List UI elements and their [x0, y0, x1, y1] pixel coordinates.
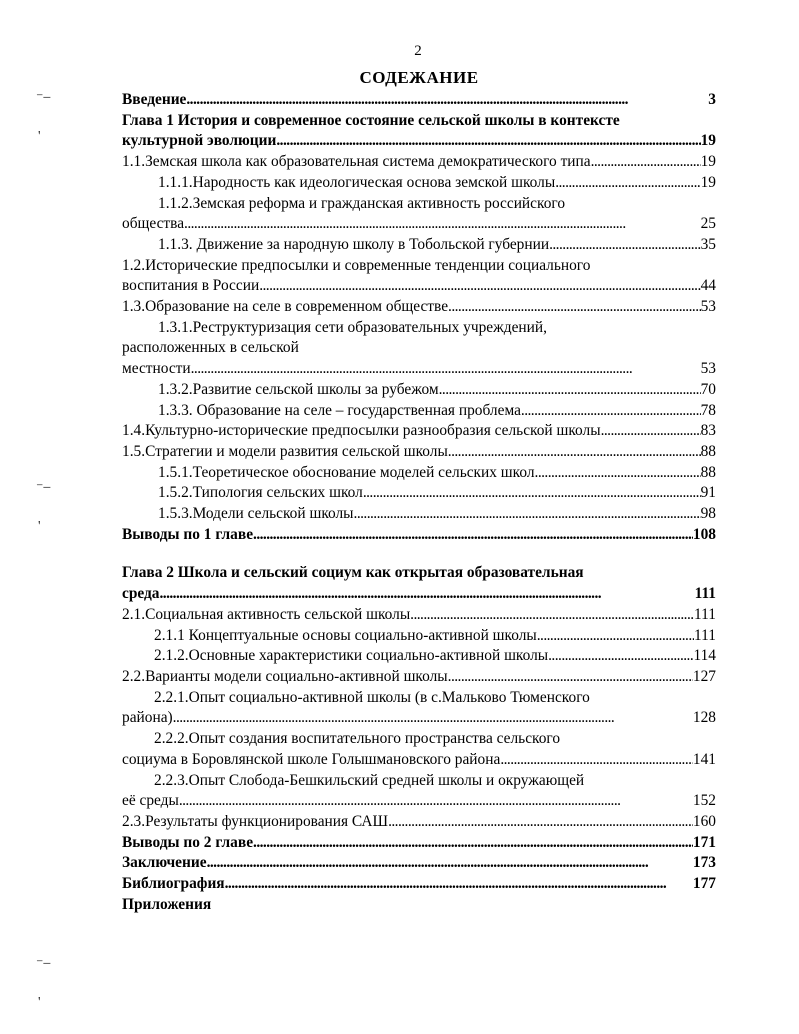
- scan-mark: ⁻ ̶: [36, 957, 47, 972]
- toc-entry-page: 44: [700, 277, 716, 295]
- toc-entry-2-1: [122, 605, 716, 626]
- toc-entry-label: 1.3.Образование на селе в современном обществе: [122, 298, 449, 316]
- toc-entry-2-2-1: [122, 688, 716, 729]
- toc-entry-1-3-1: [122, 318, 716, 380]
- toc-entry-label: 2.3.Результаты функционирования САШ: [122, 812, 389, 830]
- toc-entry-label: Глава 2 Школа и сельский социум как открытая образовательная: [122, 564, 584, 582]
- toc-entry-label: 2.2.1.Опыт социально-активной школы (в с.Мальково Тюменского: [154, 688, 590, 706]
- page-title: СОДЕЖАНИЕ: [359, 68, 479, 87]
- toc-entry-page: 111: [694, 585, 716, 603]
- toc-entry-1-3-3: [122, 401, 716, 422]
- toc-entry-1-1-3: [122, 235, 716, 256]
- toc-entry-page: 88: [700, 442, 716, 460]
- toc-entry-label: 1.1.3. Движение за народную школу в Тобольской губернии: [158, 235, 550, 253]
- toc-entry-label: 1.5.Стратегии и модели развития сельской школы: [122, 442, 448, 460]
- toc-entry-2-1-2: [122, 646, 716, 667]
- toc-entry-1-4: [122, 421, 716, 442]
- toc-entry-label: 1.4.Культурно-исторические предпосылки разнообразия сельской школы: [122, 422, 601, 440]
- toc-entry-label: 2.2.3.Опыт Слобода-Бешкильский средней школы и окружающей: [154, 771, 585, 789]
- toc-entry-label: 1.1.1.Народность как идеологическая основа земской школы: [158, 173, 556, 191]
- toc-entry-page: 177: [692, 875, 716, 893]
- toc-entry-page: 152: [692, 792, 716, 810]
- toc-entry-page: 88: [700, 463, 716, 481]
- toc-entry-page: 53: [700, 360, 716, 378]
- toc-entry-label: 1.5.1.Теоретическое обоснование моделей сельских школ: [158, 463, 535, 481]
- toc-entry-1-3: [122, 297, 716, 318]
- toc-entry-2-2-2: [122, 729, 716, 770]
- toc-entry-label: 1.1.Земская школа как образовательная система демократического типа: [122, 153, 591, 171]
- toc-entry-1-1-1: [122, 173, 716, 194]
- page-number: 2: [414, 43, 422, 59]
- scan-mark: ': [38, 995, 41, 1010]
- toc-entry-chapter-2-conclusions: [122, 833, 716, 854]
- toc-entry-page: 114: [693, 647, 716, 665]
- toc-entry-bibliography: [122, 874, 716, 895]
- toc-entry-label: Глава 1 История и современное состояние сельской школы в контексте: [122, 111, 620, 129]
- toc-entry-page: 160: [692, 812, 716, 830]
- toc-entry-label: 2.1.1 Концептуальные основы социально-активной школы: [154, 626, 537, 644]
- scan-mark: ': [38, 519, 41, 534]
- toc-entry-label: Выводы по 2 главе: [122, 833, 254, 851]
- toc-entry-label: культурной эволюции: [122, 132, 277, 150]
- toc-entry-page: 108: [692, 525, 716, 543]
- scan-mark: ⁻ ̶: [36, 91, 47, 106]
- toc-entry-introduction: [122, 90, 716, 111]
- toc-entry-label: 2.1.2.Основные характеристики социально-активной школы: [154, 647, 549, 665]
- scan-mark: ': [38, 129, 41, 144]
- toc-entry-label: социума в Боровлянской школе Голышмановского района: [122, 750, 501, 768]
- toc-entry-label: общества: [122, 215, 185, 233]
- toc-entry-2-1-1: [122, 626, 716, 647]
- toc-entry-1-2: [122, 256, 716, 297]
- toc-entry-page: 19: [700, 173, 716, 191]
- toc-entry-label: местности: [122, 360, 191, 378]
- toc-entry-label: 1.3.3. Образование на селе – государственная проблема: [158, 401, 521, 419]
- toc-entry-appendices: [122, 895, 716, 916]
- toc-entry-label: воспитания в России: [122, 277, 260, 295]
- toc-entry-label: 2.2.2.Опыт создания воспитательного пространства сельского: [154, 730, 561, 748]
- toc-entry-label: 1.5.2.Типология сельских школ: [158, 484, 363, 502]
- toc-entry-page: 35: [700, 235, 716, 253]
- toc-entry-page: 19: [700, 153, 716, 171]
- toc-entry-1-3-2: [122, 380, 716, 401]
- toc-entry-page: 91: [700, 484, 716, 502]
- toc-entry-page: 171: [692, 833, 716, 851]
- toc-entry-chapter-1: [122, 111, 716, 152]
- toc-entry-page: 25: [700, 215, 716, 233]
- toc-entry-1-5-2: [122, 483, 716, 504]
- toc-entry-page: 128: [692, 709, 716, 727]
- toc-entry-2-2: [122, 667, 716, 688]
- toc-entry-2-2-3: [122, 771, 716, 812]
- toc-entry-label: 2.2.Варианты модели социально-активной школы: [122, 667, 448, 685]
- toc-entry-page: 98: [700, 505, 716, 523]
- toc-entry-page: 3: [708, 91, 716, 108]
- scan-mark: ⁻ ̶: [36, 481, 47, 496]
- toc-entry-page: 19: [700, 132, 716, 150]
- toc-entry-1-1: [122, 152, 716, 173]
- toc-entry-label: расположенных в сельской: [122, 339, 299, 357]
- toc-entry-chapter-2: [122, 563, 716, 604]
- toc-entry-label: 2.1.Социальная активность сельской школы: [122, 605, 411, 623]
- toc-entry-label: Библиография: [122, 875, 225, 893]
- toc-entry-chapter-1-conclusions: [122, 525, 716, 546]
- toc-entry-label: 1.5.3.Модели сельской школы: [158, 505, 354, 523]
- toc-entry-label: Заключение: [122, 854, 207, 872]
- toc-entry-page: 78: [700, 401, 716, 419]
- toc-entry-1-5-1: [122, 463, 716, 484]
- toc-entry-label: 1.3.1.Реструктуризация сети образовательных учреждений,: [158, 318, 547, 336]
- toc-entry-label: её среды: [122, 792, 179, 810]
- toc-entry-page: 141: [692, 750, 716, 768]
- toc-entry-label: Введение: [122, 91, 187, 108]
- toc-entry-1-1-2: [122, 194, 716, 235]
- toc-entry-page: 111: [694, 626, 716, 644]
- toc-entry-label: Выводы по 1 главе: [122, 525, 254, 543]
- toc-entry-page: 111: [694, 605, 716, 623]
- toc-entry-label: 1.1.2.Земская реформа и гражданская активность российского: [158, 194, 566, 212]
- toc-entry-label: района): [122, 709, 173, 727]
- toc-entry-page: 127: [692, 667, 716, 685]
- toc-entry-page: 83: [700, 422, 716, 440]
- toc-entry-label: Приложения: [122, 895, 212, 913]
- table-of-contents: [122, 90, 716, 915]
- toc-entry-page: 173: [692, 854, 716, 872]
- toc-entry-label: среда: [122, 585, 160, 603]
- toc-entry-1-5-3: [122, 504, 716, 525]
- toc-entry-2-3: [122, 812, 716, 833]
- toc-entry-conclusion: [122, 853, 716, 874]
- toc-entry-label: 1.3.2.Развитие сельской школы за рубежом: [158, 380, 439, 398]
- toc-entry-1-5: [122, 442, 716, 463]
- toc-entry-page: 53: [700, 298, 716, 316]
- toc-entry-page: 70: [700, 380, 716, 398]
- toc-entry-label: 1.2.Исторические предпосылки и современные тенденции социального: [122, 256, 591, 274]
